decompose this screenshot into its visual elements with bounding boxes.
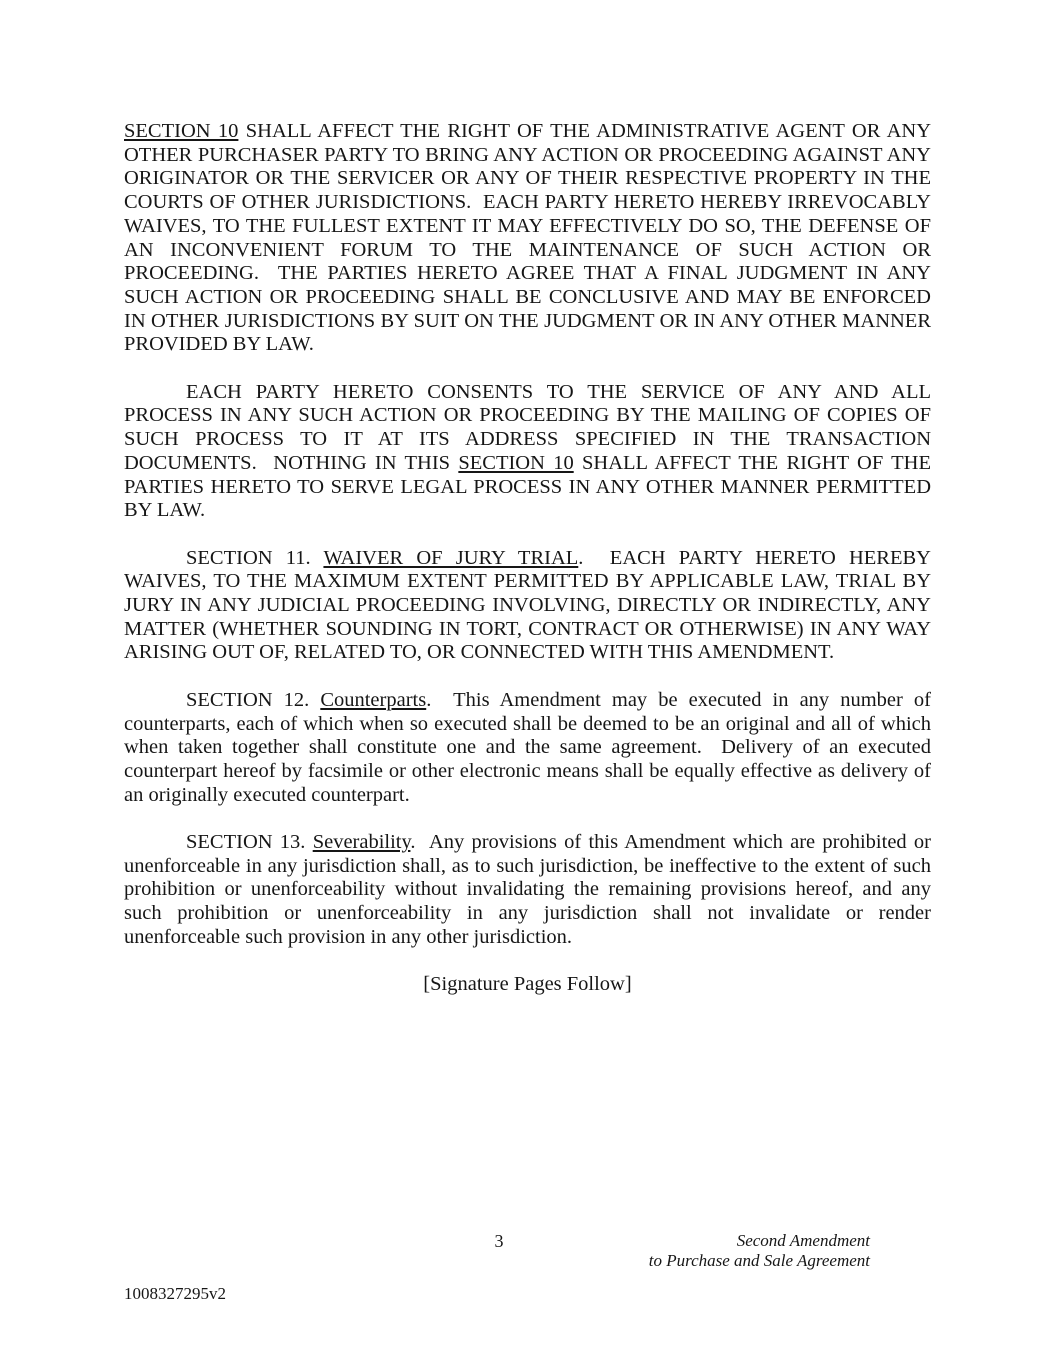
paragraph — [124, 688, 937, 808]
footer-document-title — [649, 1231, 870, 1271]
text-run: SECTION 11. — [186, 546, 324, 569]
underlined-text-run: WAIVER OF JURY TRIAL — [323, 546, 579, 569]
underlined-text-run: Counterparts — [320, 688, 427, 711]
document-body — [124, 120, 937, 1021]
document-id: 1008327295v2 — [124, 1284, 226, 1303]
text-run: SHALL AFFECT THE RIGHT OF THE PARTIES HERETO TO SERVE LEGAL PROCESS IN ANY OTHER MANNER PERMITTED BY LAW. — [124, 451, 937, 522]
text-run: SECTION 13. — [186, 831, 313, 854]
text-run: . This Amendment may be executed in any number of counterparts, each of which when so executed shall be deemed to be an original and all of which when taken together shall constitute one and the same agreement. Delivery of an executed counterpart hereof by facsimile or other electronic means shall be equally effective as delivery of an originally executed counterpart. — [124, 688, 937, 806]
underlined-text-run: SECTION 10 — [124, 120, 239, 142]
page-number: 3 — [494, 1231, 504, 1251]
text-run: EACH PARTY HERETO CONSENTS TO THE SERVICE OF ANY AND ALL PROCESS IN ANY SUCH ACTION OR PROCEEDING BY THE MAILING OF COPIES OF SUCH PROCESS TO IT AT ITS ADDRESS SPECIFIED IN THE TRANSACTION DOCUMENTS. NOTHING IN THIS — [124, 380, 937, 474]
text-run: SECTION 12. — [186, 688, 321, 711]
signature-note — [124, 973, 931, 997]
footer-document-title-line: to Purchase and Sale Agreement — [648, 1251, 870, 1270]
underlined-text-run: Severability — [312, 831, 411, 854]
text-run: SHALL AFFECT THE RIGHT OF THE ADMINISTRATIVE AGENT OR ANY OTHER PURCHASER PARTY TO BRING ANY ACTION OR PROCEEDING AGAINST ANY ORIGINATOR OR THE SERVICER OR ANY OF THEIR RESPECTIVE PROPERTY IN THE COURTS OF OTHER JURISDICTIONS. EACH PARTY HERETO HEREBY IRREVOCABLY WAIVES, TO THE FULLEST EXTENT IT MAY EFFECTIVELY DO SO, THE DEFENSE OF AN INCONVENIENT FORUM TO THE MAINTENANCE OF SUCH ACTION OR PROCEEDING. THE PARTIES HERETO AGREE THAT A FINAL JUDGMENT IN ANY SUCH ACTION OR PROCEEDING SHALL BE CONCLUSIVE AND MAY BE ENFORCED IN OTHER JURISDICTIONS BY SUIT ON THE JUDGMENT OR IN ANY OTHER MANNER PROVIDED BY LAW. — [124, 120, 937, 356]
text-run: [Signature Pages Follow] — [423, 973, 632, 996]
footer-document-title-line: Second Amendment — [736, 1231, 870, 1250]
paragraph — [124, 120, 937, 357]
paragraph — [124, 380, 937, 523]
paragraph — [124, 831, 937, 950]
underlined-text-run: SECTION 10 — [458, 451, 574, 474]
paragraph — [124, 546, 937, 666]
text-run: . EACH PARTY HERETO HEREBY WAIVES, TO THE MAXIMUM EXTENT PERMITTED BY APPLICABLE LAW, TRIAL BY JURY IN ANY JUDICIAL PROCEEDING INVOLVING, DIRECTLY OR INDIRECTLY, ANY MATTER (WHETHER SOUNDING IN TORT, CONTRACT OR OTHERWISE) IN ANY WAY ARISING OUT OF, RELATED TO, OR CONNECTED WITH THIS AMENDMENT. — [124, 546, 937, 664]
text-run: . Any provisions of this Amendment which are prohibited or unenforceable in any jurisdiction shall, as to such jurisdiction, be ineffective to the extent of such prohibition or unenforceability without invalidating the remaining provisions hereof, and any such prohibition or unenforceability in any jurisdiction shall not invalidate or render unenforceable such provision in any other jurisdiction. — [124, 831, 937, 948]
